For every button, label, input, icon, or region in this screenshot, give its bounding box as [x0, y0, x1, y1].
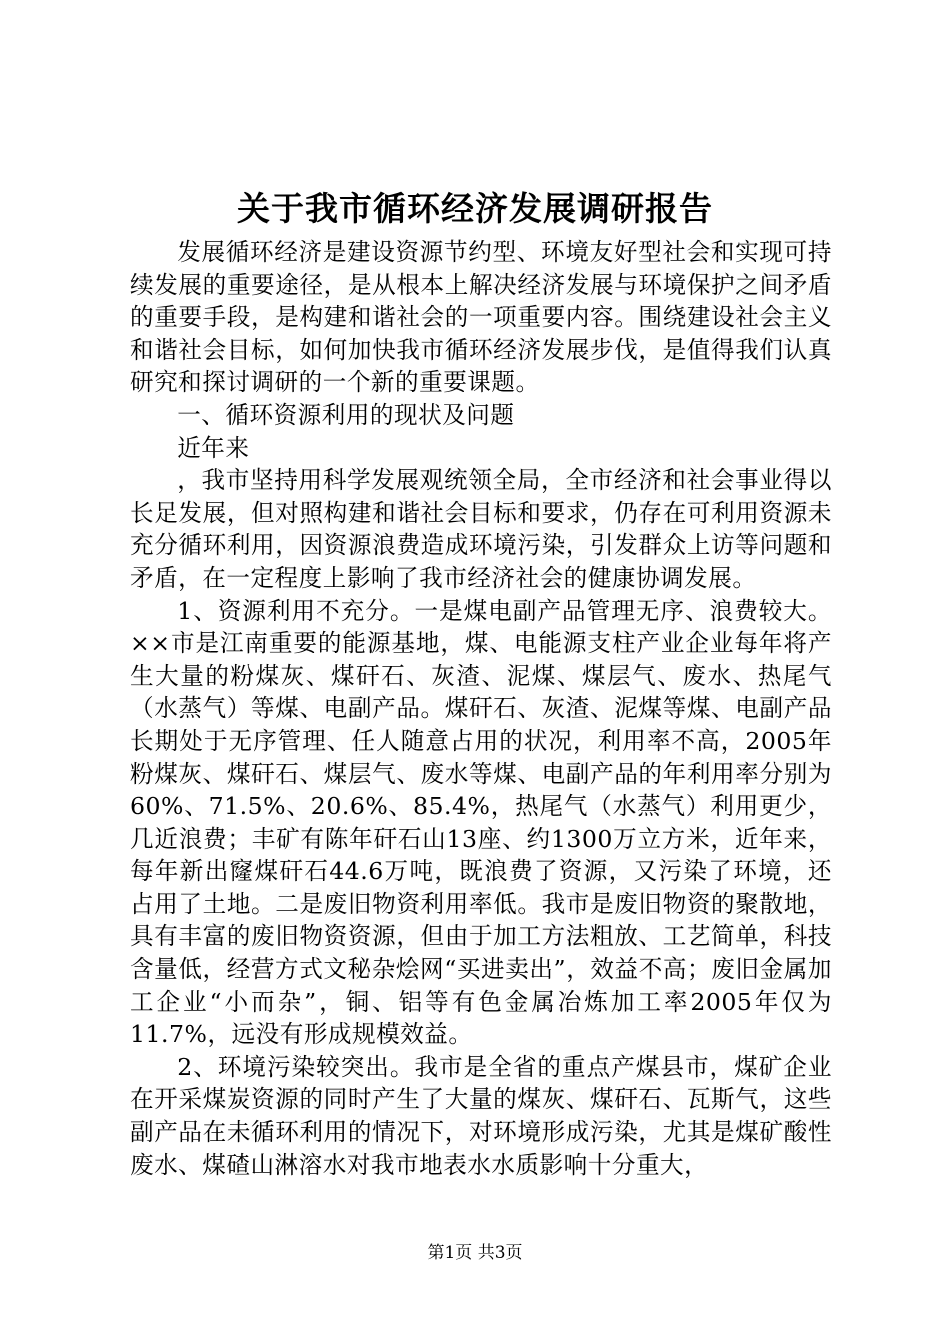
paragraph-status: ，我市坚持用科学发展观统领全局，全市经济和社会事业得以长足发展，但对照构建和谐社会目标和要求，仍存在可利用资源未充分循环利用，因资源浪费造成环境污染，引发群众上访等问题和矛盾，在一定程度上影响了我市经济社会的健康协调发展。	[130, 466, 832, 592]
paragraph-recent-years: 近年来	[177, 433, 250, 462]
paragraph-resource-use: 1、资源利用不充分。一是煤电副产品管理无序、浪费较大。××市是江南重要的能源基地，煤、电能源支柱产业企业每年将产生大量的粉煤灰、煤矸石、灰渣、泥煤、煤层气、废水、热尾气（水蒸气）等煤、电副产品。煤矸石、灰渣、泥煤等煤、电副产品长期处于无序管理、任人随意占用的状况，利用率不高，2005年粉煤灰、煤矸石、煤层气、废水等煤、电副产品的年利用率分别为60%、71.5%、20.6%、85.4%，热尾气（水蒸气）利用更少，几近浪费；丰矿有陈年矸石山13座、约1300万立方米，近年来，每年新出窿煤矸石44.6万吨，既浪费了资源，又污染了环境，还占用了土地。二是废旧物资利用率低。我市是废旧物资的聚散地，具有丰富的废旧物资资源，但由于加工方法粗放、工艺简单，科技含量低，经营方式文秘杂烩网“买进卖出”，效益不高；废旧金属加工企业“小而杂”，铜、铝等有色金属冶炼加工率2005年仅为11.7%，远没有形成规模效益。	[130, 596, 832, 1049]
paragraph-intro: 发展循环经济是建设资源节约型、环境友好型社会和实现可持续发展的重要途径，是从根本上解决经济发展与环境保护之间矛盾的重要手段，是构建和谐社会的一项重要内容。围绕建设社会主义和谐社会目标，如何加快我市循环经济发展步伐，是值得我们认真研究和探讨调研的一个新的重要课题。	[130, 238, 832, 397]
document-body	[130, 236, 832, 1181]
paragraph-pollution: 2、环境污染较突出。我市是全省的重点产煤县市，煤矿企业在开采煤炭资源的同时产生了大量的煤灰、煤矸石、瓦斯气，这些副产品在未循环利用的情况下，对环境形成污染，尤其是煤矿酸性废水、煤碴山淋溶水对我市地表水水质影响十分重大，	[130, 1052, 832, 1179]
document-title: 关于我市循环经济发展调研报告	[237, 189, 713, 228]
page-number-footer: 第1页 共3页	[427, 1243, 523, 1263]
section-heading-1: 一、循环资源利用的现状及问题	[177, 400, 515, 429]
